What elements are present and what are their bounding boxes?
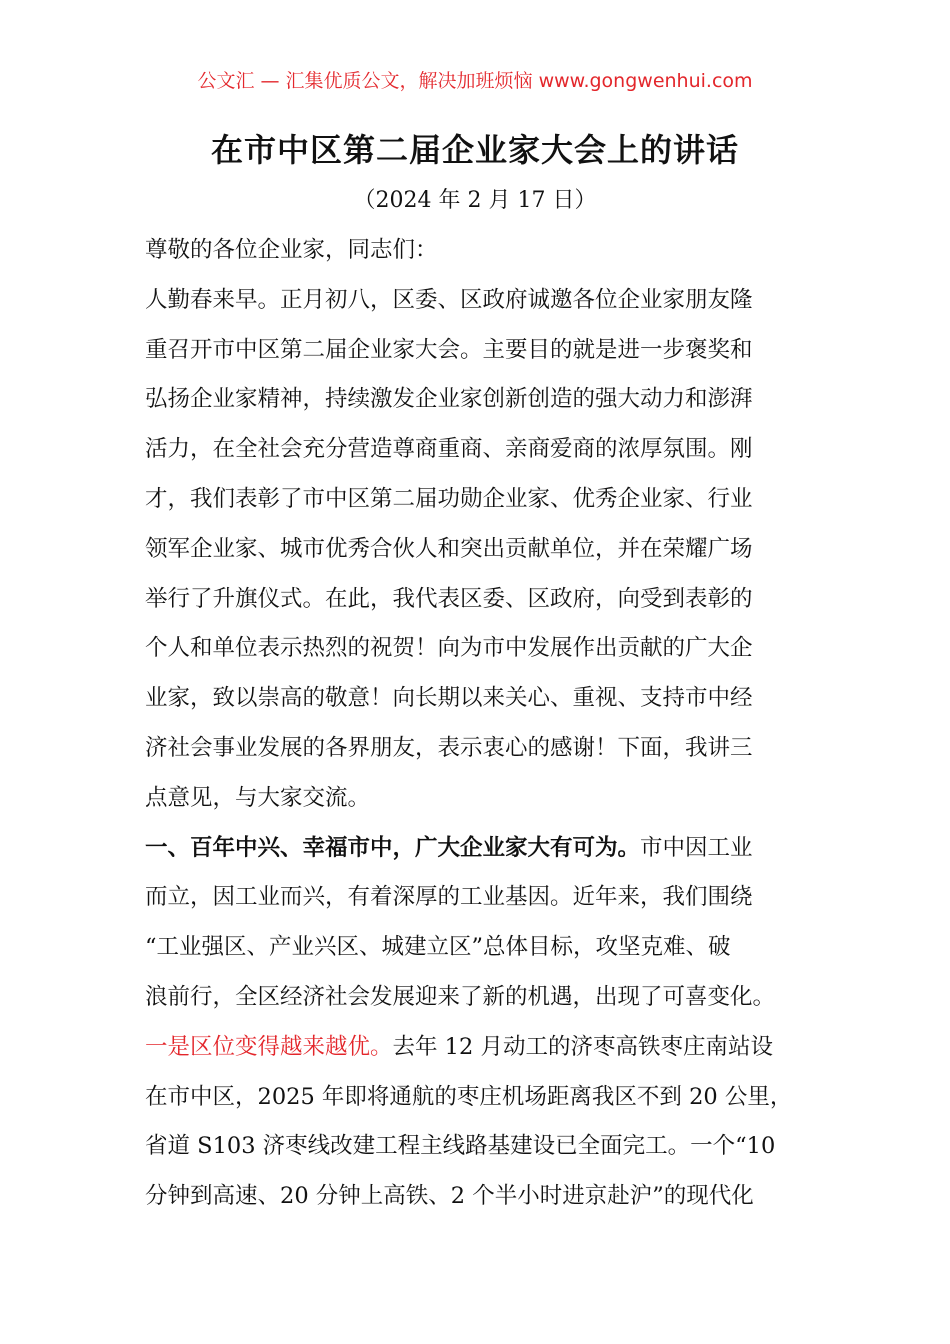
- text-line: [145, 285, 815, 315]
- text-segment: 重召开市中区第二届企业家大会。主要目的就是进一步褒奖和: [145, 336, 753, 363]
- text-segment: 浪前行，全区经济社会发展迎来了新的机遇，出现了可喜变化。: [145, 984, 776, 1010]
- text-segment: 去年 12 月动工的济枣高铁枣庄南站设: [392, 1033, 773, 1060]
- text-line: [145, 584, 815, 614]
- header-banner: 公文汇 — 汇集优质公文，解决加班烦恼 www.gongwenhui.com: [197, 70, 753, 92]
- text-line: [145, 882, 815, 912]
- text-segment: 济社会事业发展的各界朋友，表示衷心的感谢！下面，我讲三: [145, 735, 753, 761]
- text-line: [145, 1131, 815, 1161]
- text-line: [145, 833, 815, 863]
- text-segment: 分钟到高速、20 分钟上高铁、2 个半小时进京赴沪”的现代化: [145, 1183, 754, 1210]
- text-line: [145, 1032, 815, 1062]
- text-line: [145, 384, 815, 414]
- text-line: [145, 982, 815, 1012]
- document-title: 在市中区第二届企业家大会上的讲话: [210, 131, 739, 169]
- text-segment: 弘扬企业家精神，持续激发企业家创新创造的强大动力和澎湃: [145, 386, 753, 413]
- text-line: [145, 484, 815, 514]
- text-segment: 领军企业家、城市优秀合伙人和突出贡献单位，并在荣耀广场: [145, 535, 753, 562]
- text-line: [145, 633, 815, 663]
- text-segment: 活力，在全社会充分营造尊商重商、亲商爱商的浓厚氛围。刚: [145, 436, 753, 463]
- text-segment: 业家，致以崇高的敬意！向长期以来关心、重视、支持市中经: [145, 685, 753, 712]
- text-line: [145, 783, 815, 813]
- text-line: [145, 1181, 815, 1211]
- text-line: [145, 335, 815, 365]
- text-line: [145, 434, 815, 464]
- text-line: [145, 1082, 815, 1112]
- text-segment: 点意见，与大家交流。: [145, 784, 371, 811]
- text-line: [145, 683, 815, 713]
- text-segment: 举行了升旗仪式。在此，我代表区委、区政府，向受到表彰的: [145, 585, 753, 612]
- text-line: [145, 733, 815, 763]
- text-line: [145, 932, 815, 962]
- text-segment: 省道 S103 济枣线改建工程主线路基建设已全面完工。一个“10: [145, 1133, 776, 1160]
- text-segment: 人勤春来早。正月初八，区委、区政府诚邀各位企业家朋友隆: [145, 286, 753, 313]
- text-segment: 市中因工业: [640, 834, 753, 861]
- text-line: [145, 235, 815, 265]
- text-line: [145, 534, 815, 564]
- document-date: （2024 年 2 月 17 日）: [353, 188, 597, 213]
- text-segment: 尊敬的各位企业家，同志们：: [145, 237, 438, 263]
- section-heading: 一、百年中兴、幸福市中，广大企业家大有可为。: [145, 834, 641, 861]
- text-segment: 才，我们表彰了市中区第二届功勋企业家、优秀企业家、行业: [145, 486, 753, 512]
- text-segment: 个人和单位表示热烈的祝贺！向为市中发展作出贡献的广大企: [145, 635, 753, 662]
- text-segment: 在市中区，2025 年即将通航的枣庄机场距离我区不到 20 公里，: [145, 1083, 793, 1110]
- highlighted-text: 一是区位变得越来越优。: [145, 1033, 393, 1060]
- text-segment: “工业强区、产业兴区、城建立区”总体目标，攻坚克难、破: [145, 934, 731, 961]
- text-segment: 而立，因工业而兴，有着深厚的工业基因。近年来，我们围绕: [145, 884, 753, 911]
